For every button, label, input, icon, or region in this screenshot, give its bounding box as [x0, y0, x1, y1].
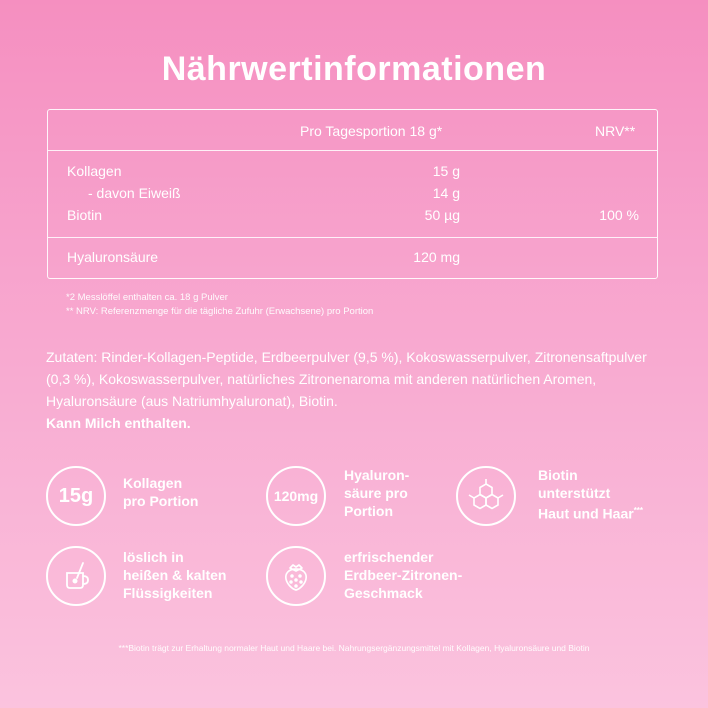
feature-line: Kollagen: [123, 475, 183, 491]
feature-line-text: Haut und Haar: [538, 505, 634, 522]
superscript: ***: [633, 506, 644, 515]
number-badge: [266, 466, 326, 526]
header-nrv: NRV**: [595, 123, 636, 139]
honeycomb-molecule-icon: [456, 466, 516, 526]
number-badge: [46, 466, 106, 526]
feature-line: pro Portion: [123, 493, 199, 509]
feature-biotin: [456, 466, 676, 530]
feature-line: Erdbeer-Zitronen-: [344, 567, 463, 583]
feature-text: [344, 548, 462, 602]
biotin-claim-footnote: ***Biotin trägt zur Erhaltung normaler Haut und Haare bei. Nahrungsergänzungsmittel mit Kollagen, Hyaluronsäure und Biotin: [118, 643, 590, 653]
cup-with-spoon-icon: [46, 546, 106, 606]
header-portion: Pro Tagesportion 18 g*: [300, 123, 443, 139]
badge-text: 15g: [58, 484, 94, 507]
row-value-eiweiss: 14 g: [432, 185, 460, 201]
nutrition-table: [47, 109, 658, 279]
strawberry-icon: [266, 546, 326, 606]
row-label-eiweiss: - davon Eiweiß: [88, 185, 181, 201]
feature-line: Flüssigkeiten: [123, 585, 213, 601]
feature-line: Portion: [344, 503, 393, 519]
table-divider: [48, 150, 657, 151]
footnote-portion: *2 Messlöffel enthalten ca. 18 g Pulver: [66, 292, 228, 303]
feature-soluble: [46, 546, 266, 610]
feature-line: erfrischender: [344, 549, 434, 565]
feature-text: [344, 466, 409, 520]
allergen-note: Kann Milch enthalten.: [46, 415, 191, 431]
feature-hyaluron: [266, 466, 486, 530]
feature-line: säure pro: [344, 485, 408, 501]
row-value-kollagen: 15 g: [432, 163, 460, 179]
page-title: Nährwertinformationen: [161, 50, 547, 88]
feature-text: [123, 548, 226, 602]
feature-line: unterstützt: [538, 485, 611, 501]
row-value-biotin: 50 µg: [424, 207, 460, 223]
feature-text: [538, 466, 643, 523]
ingredients-block: [46, 346, 666, 434]
feature-line: heißen & kalten: [123, 567, 227, 583]
feature-kollagen: [46, 466, 266, 530]
feature-line: [538, 502, 643, 523]
feature-line: Hyaluron-: [344, 467, 410, 483]
ingredients-text: Zutaten: Rinder-Kollagen-Peptide, Erdbeerpulver (9,5 %), Kokoswasserpulver, Zitronensaftpulver (0,3 %), Kokoswasserpulver, natürliches Zitronenaroma mit anderen natürlichen Aromen, Hyaluronsäure (aus Natriumhyaluronat), Biotin.: [46, 349, 647, 409]
footnote-nrv: ** NRV: Referenzmenge für die tägliche Zufuhr (Erwachsene) pro Portion: [66, 306, 374, 317]
feature-text: [123, 474, 198, 510]
feature-line: Biotin: [538, 467, 578, 483]
row-label-kollagen: Kollagen: [67, 163, 122, 179]
row-value-hyaluron: 120 mg: [413, 249, 460, 265]
feature-flavour: [266, 546, 486, 610]
row-label-hyaluron: Hyaluronsäure: [67, 249, 159, 265]
badge-text: 120mg: [273, 488, 319, 504]
feature-line: Geschmack: [344, 585, 423, 601]
row-label-biotin: Biotin: [67, 207, 103, 223]
table-divider: [48, 237, 657, 238]
row-nrv-biotin: 100 %: [599, 207, 639, 223]
feature-line: löslich in: [123, 549, 184, 565]
